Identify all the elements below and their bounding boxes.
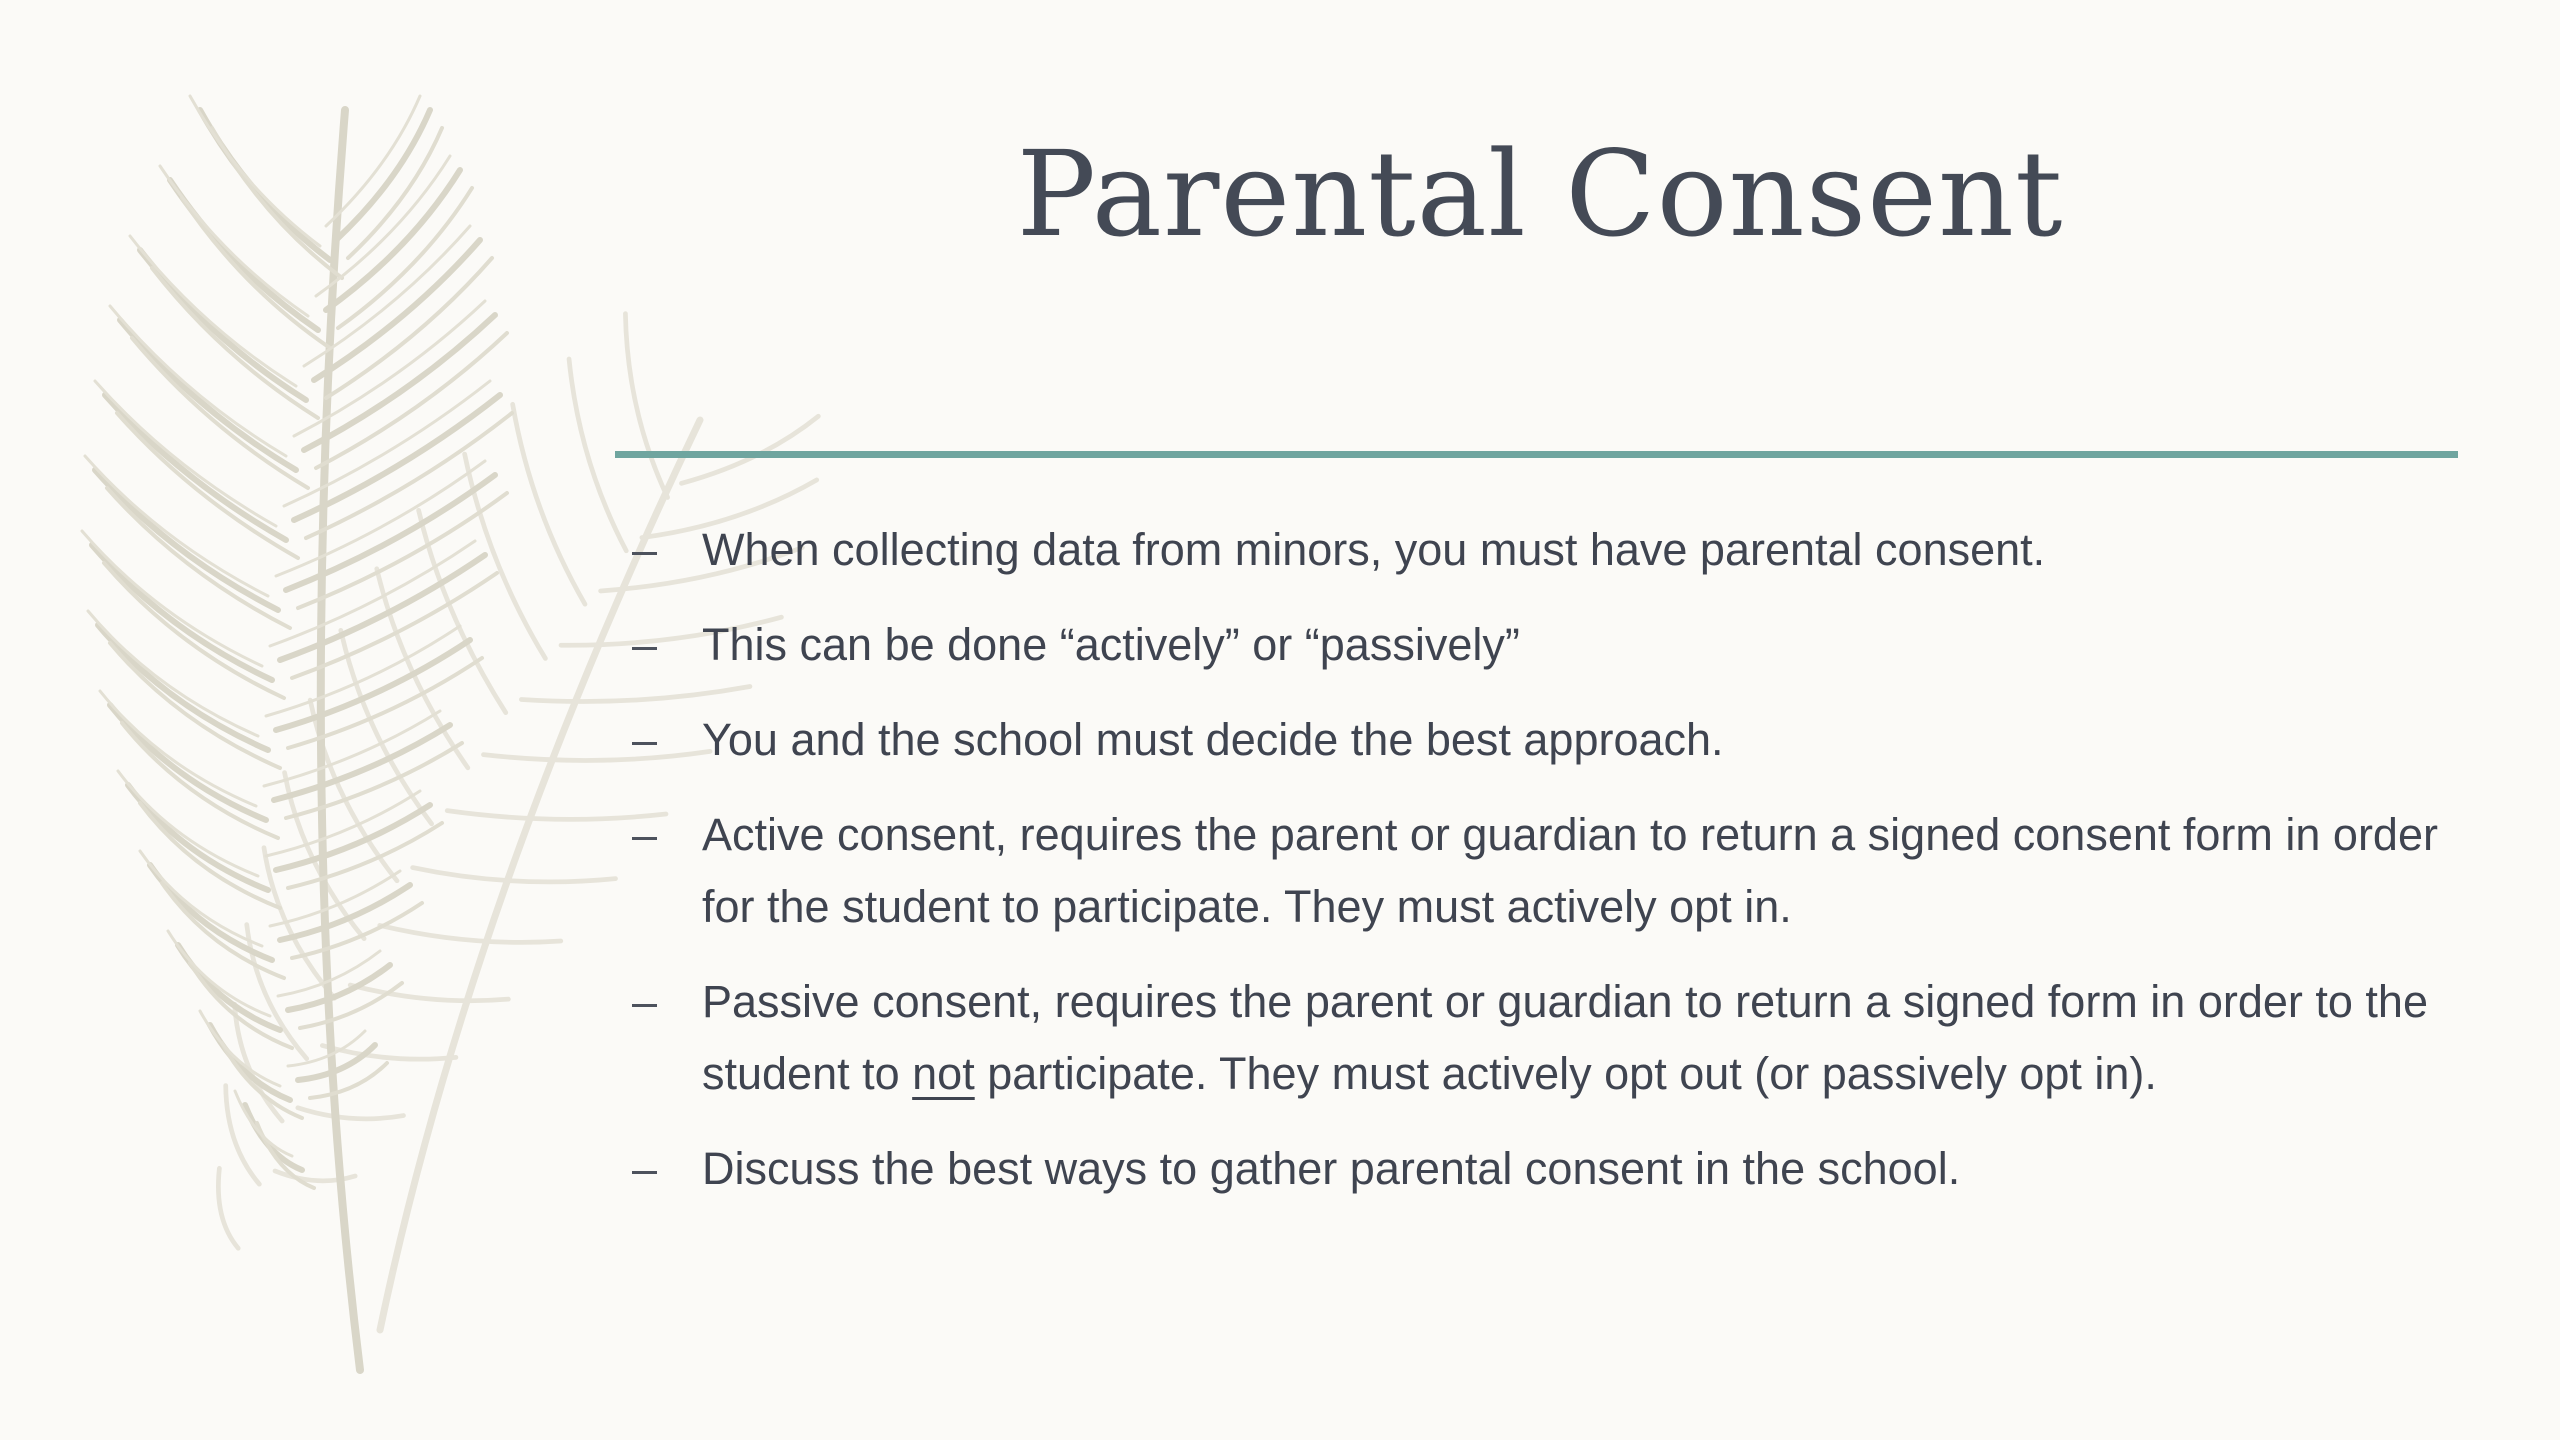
bullet-item (632, 704, 2502, 776)
bullet-text: Active consent, requires the parent or guardian to return a signed consent form in order for the student to participate. They must actively opt in. (702, 809, 2438, 932)
title-divider (615, 451, 2458, 458)
bullet-text: You and the school must decide the best approach. (702, 714, 1724, 765)
bullet-item (632, 1133, 2502, 1205)
bullet-dash: – (632, 1143, 658, 1194)
bullet-list (632, 514, 2502, 1228)
bullet-text: Discuss the best ways to gather parental consent in the school. (702, 1143, 1961, 1194)
bullet-text: This can be done “actively” or “passively” (702, 619, 1520, 670)
bullet-item (632, 609, 2502, 681)
bullet-item (632, 514, 2502, 586)
bullet-item (632, 966, 2502, 1110)
bullet-item (632, 799, 2502, 943)
slide-title: Parental Consent (1016, 125, 2064, 263)
bullet-text-after: participate. They must actively opt out (or passively opt in). (974, 1048, 2157, 1099)
bullet-text-before: Passive consent, requires the parent or guardian to return a signed form in order to the student to (702, 976, 2428, 1099)
bullet-text: When collecting data from minors, you must have parental consent. (702, 524, 2046, 575)
bullet-dash: – (632, 714, 658, 765)
bullet-dash: – (632, 619, 658, 670)
bullet-dash: – (632, 524, 658, 575)
bullet-dash: – (632, 809, 658, 860)
bullet-dash: – (632, 976, 658, 1027)
underlined-word: not (912, 1048, 975, 1099)
